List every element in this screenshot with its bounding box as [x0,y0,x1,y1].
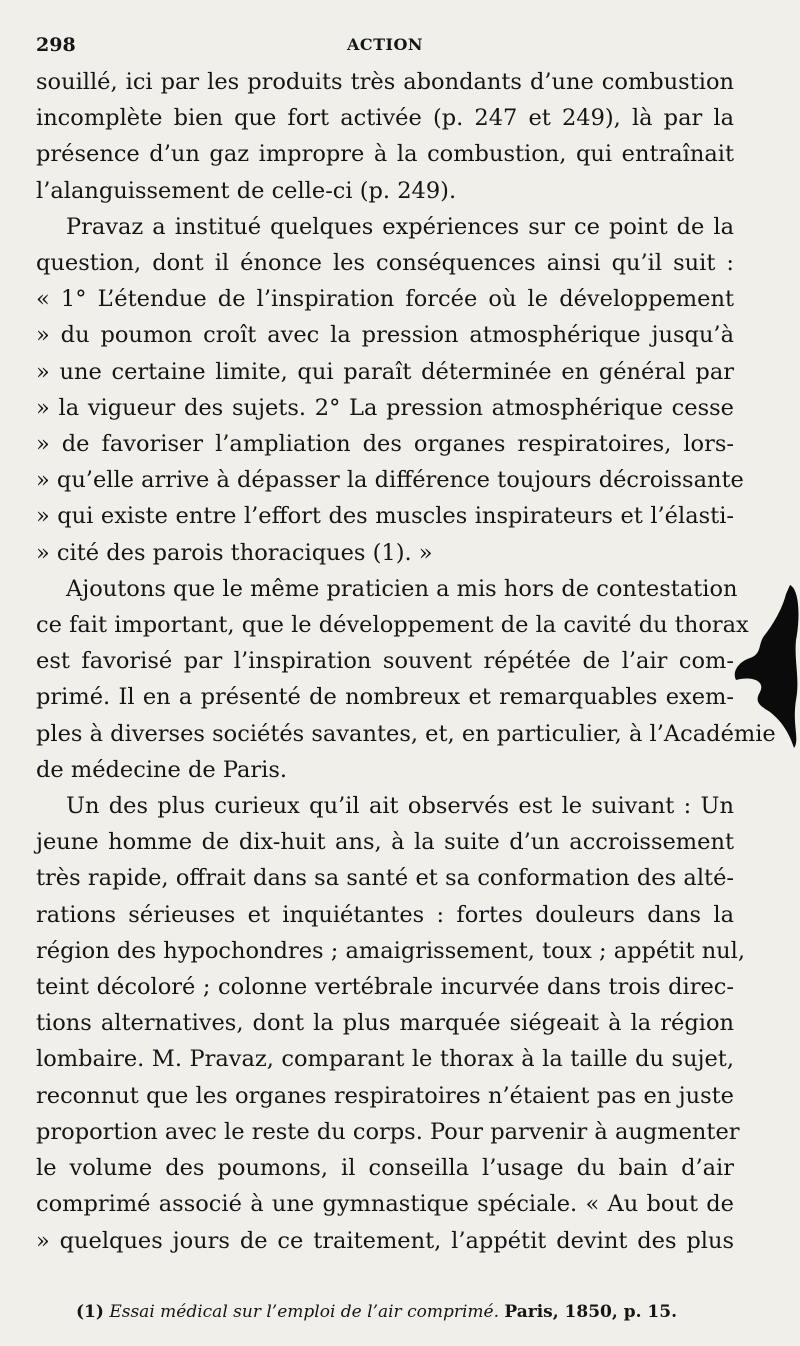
footnote-tail: Paris, 1850, p. 15. [504,1302,678,1322]
text-line: comprimé associé à une gymnastique spéciale. « Au bout de [36,1191,734,1218]
text-line: ce fait important, que le développement de la cavité du thorax [36,612,749,639]
text-line: de médecine de Paris. [36,756,288,783]
text-line: le volume des poumons, il conseilla l’usage du bain d’air [36,1155,734,1182]
text-line: » qui existe entre l’effort des muscles inspirateurs et l’élasti- [36,503,734,530]
text-line: incomplète bien que fort activée (p. 247 et 249), là par la [36,105,734,132]
text-line: teint décoloré ; colonne vertébrale incurvée dans trois direc- [36,974,734,1001]
text-line: rations sérieuses et inquiétantes : fortes douleurs dans la [36,901,734,928]
text-line: souillé, ici par les produits très abondants d’une combustion [36,69,734,95]
text-line: reconnut que les organes respiratoires n’étaient pas en juste [36,1082,734,1109]
text-line: Pravaz a institué quelques expériences sur ce point de la [66,213,734,240]
text-line: tions alternatives, dont la plus marquée siégeait à la région [36,1010,734,1037]
text-body [36,64,776,1259]
text-line: question, dont il énonce les conséquences ainsi qu’il suit : [36,250,734,277]
text-line: l’alanguissement de celle-ci (p. 249). [36,177,457,204]
text-line: est favorisé par l’inspiration souvent répétée de l’air com- [36,648,734,675]
footnote [76,1300,744,1324]
ink-blot-mark [730,580,800,750]
text-line: » la vigueur des sujets. 2° La pression atmosphérique cesse [36,394,734,421]
text-line: proportion avec le reste du corps. Pour parvenir à augmenter [36,1118,740,1145]
text-line: » une certaine limite, qui paraît déterminée en général par [36,358,734,385]
running-title: ACTION [346,35,424,54]
text-line: très rapide, offrait dans sa santé et sa conformation des alté- [36,865,734,892]
text-line: ples à diverses sociétés savantes, et, en particulier, à l’Académie [36,720,776,747]
text-line: Ajoutons que le même praticien a mis hors de contestation [66,575,738,602]
text-line: lombaire. M. Pravaz, comparant le thorax à la taille du sujet, [36,1046,734,1073]
text-line: primé. Il en a présenté de nombreux et remarquables exem- [36,684,734,711]
page-body [36,30,776,1259]
footnote-ref: (1) [76,1302,104,1322]
text-line: « 1° L’étendue de l’inspiration forcée où le développement [36,286,734,313]
text-line: jeune homme de dix-huit ans, à la suite d’un accroissement [36,829,734,856]
page-header [36,30,734,60]
text-line: région des hypochondres ; amaigrissement, toux ; appétit nul, [36,937,746,964]
text-line: » quelques jours de ce traitement, l’appétit devint des plus [36,1227,734,1254]
footnote-title: Essai médical sur l’emploi de l’air comprimé. [109,1302,499,1322]
text-line: présence d’un gaz impropre à la combustion, qui entraînait [36,141,734,168]
page-number: 298 [36,34,76,56]
text-line: Un des plus curieux qu’il ait observés est le suivant : Un [66,793,734,820]
text-line: » du poumon croît avec la pression atmosphérique jusqu’à [36,322,734,349]
text-line: » qu’elle arrive à dépasser la différence toujours décroissante [36,467,744,494]
text-line: » de favoriser l’ampliation des organes respiratoires, lors- [36,431,734,458]
text-line: » cité des parois thoraciques (1). » [36,539,433,566]
